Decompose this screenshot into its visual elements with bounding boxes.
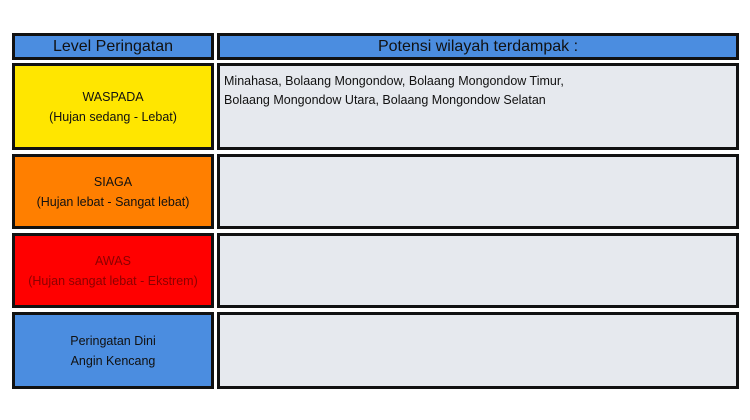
level-peringatan-dini xyxy=(12,312,214,389)
level-name: Peringatan Dini xyxy=(70,333,156,348)
level-name: SIAGA xyxy=(93,174,133,189)
area-siaga xyxy=(217,154,739,229)
level-detail: Angin Kencang xyxy=(70,353,156,368)
level-waspada xyxy=(12,63,214,150)
level-detail: (Hujan sangat lebat - Ekstrem) xyxy=(28,273,198,288)
level-header-label: Level Peringatan xyxy=(52,37,174,55)
level-detail: (Hujan sedang - Lebat) xyxy=(49,109,177,124)
area-awas xyxy=(217,233,739,308)
level-siaga xyxy=(12,154,214,229)
level-name: WASPADA xyxy=(82,89,144,104)
level-detail: (Hujan lebat - Sangat lebat) xyxy=(36,194,190,209)
level-name: AWAS xyxy=(95,253,131,268)
level-awas xyxy=(12,233,214,308)
area-header-label: Potensi wilayah terdampak : xyxy=(377,37,579,55)
area-waspada xyxy=(217,63,739,150)
area-text-line: Minahasa, Bolaang Mongondow, Bolaang Mongondow Timur, xyxy=(224,74,564,88)
area-text-line: Bolaang Mongondow Utara, Bolaang Mongondow Selatan xyxy=(224,93,546,107)
area-peringatan-dini xyxy=(217,312,739,389)
area-header xyxy=(217,33,739,60)
level-header xyxy=(12,33,214,60)
